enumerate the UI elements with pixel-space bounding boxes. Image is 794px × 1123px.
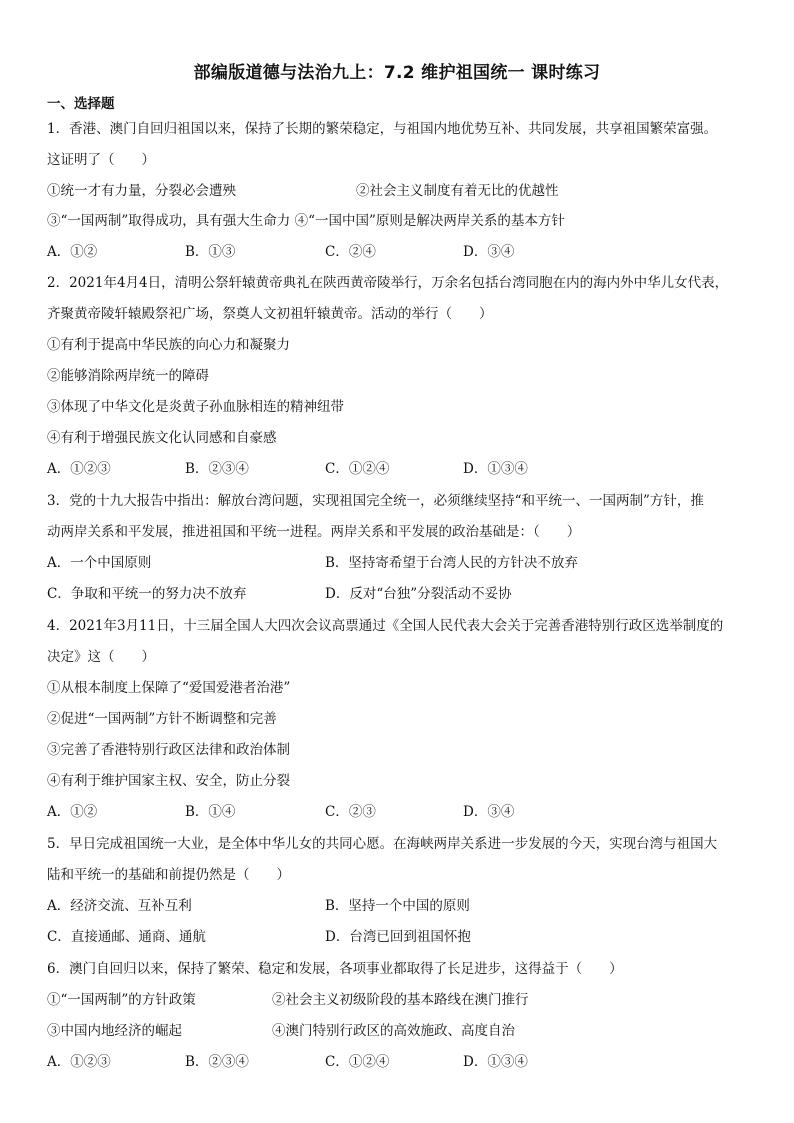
question-1-option-b: B．①③ [185,244,236,260]
question-1-stem-line-2: 这证明了（ ） [47,152,155,168]
question-6-statement-3: ③中国内地经济的崛起 [47,1023,182,1039]
question-6-option-a: A．①②③ [47,1054,111,1070]
question-5-option-b: B．坚持一个中国的原则 [325,898,470,914]
question-1-statement-1: ①统一才有力量，分裂必会遭殃 [47,183,236,199]
question-6-statement-2: ②社会主义初级阶段的基本路线在澳门推行 [272,992,529,1008]
question-3-option-a: A．一个中国原则 [47,555,152,571]
question-5-option-a: A．经济交流、互补互利 [47,898,192,914]
question-2-stem-line-2: 齐聚黄帝陵轩辕殿祭祀广场，祭奠人文初祖轩辕黄帝。活动的举行（ ） [47,306,493,322]
question-4-statement-3: ③完善了香港特别行政区法律和政治体制 [47,742,290,758]
question-2-statement-3: ③体现了中华文化是炎黄子孙血脉相连的精神纽带 [47,399,344,415]
question-4-statement-1: ①从根本制度上保障了“爱国爱港者治港” [47,680,291,696]
question-4-option-a: A．①② [47,804,98,820]
question-5-option-d: D．台湾已回到祖国怀抱 [325,929,471,945]
question-2-statement-4: ④有利于增强民族文化认同感和自豪感 [47,430,277,446]
question-4-statement-2: ②促进“一国两制”方针不断调整和完善 [47,711,277,727]
question-1-statement-3-4: ③“一国两制”取得成功，具有强大生命力 ④“一国中国”原则是解决两岸关系的基本方针 [47,213,565,229]
question-6-stem-line-1: 6．澳门自回归以来，保持了繁荣、稳定和发展，各项事业都取得了长足进步，这得益于（ ） [47,961,623,977]
question-3-option-b: B．坚持寄希望于台湾人民的方针决不放弃 [325,555,578,571]
question-5-stem-line-1: 5．早日完成祖国统一大业，是全体中华儿女的共同心愿。在海峡两岸关系进一步发展的今天，实现台湾与祖国大 [47,836,718,852]
question-4-statement-4: ④有利于维护国家主权、安全，防止分裂 [47,773,290,789]
question-4-option-c: C．②③ [325,804,376,820]
question-1-stem-line-1: 1．香港、澳门自回归祖国以来，保持了长期的繁荣稳定，与祖国内地优势互补、共同发展，共享祖国繁荣富强。 [47,121,718,137]
question-1-option-c: C．②④ [325,244,376,260]
page-title: 部编版道德与法治九上：7.2 维护祖国统一 课时练习 [193,63,601,83]
question-6-statement-4: ④澳门特别行政区的高效施政、高度自治 [272,1023,515,1039]
question-1-option-d: D．③④ [463,244,515,260]
question-6-option-d: D．①③④ [463,1054,528,1070]
question-1-option-a: A．①② [47,244,98,260]
question-4-option-d: D．③④ [463,804,515,820]
question-4-option-b: B．①④ [185,804,236,820]
question-2-stem-line-1: 2．2021年4月4日，清明公祭轩辕黄帝典礼在陕西黄帝陵举行，万余名包括台湾同胞在内的海内外中华儿女代表， [47,275,729,291]
question-2-statement-2: ②能够消除两岸统一的障碍 [47,368,209,384]
question-3-option-c: C．争取和平统一的努力决不放弃 [47,586,247,602]
question-2-option-c: C．①②④ [325,461,390,477]
question-5-option-c: C．直接通邮、通商、通航 [47,929,206,945]
question-2-option-d: D．①③④ [463,461,528,477]
question-2-option-a: A．①②③ [47,461,111,477]
question-2-statement-1: ①有利于提高中华民族的向心力和凝聚力 [47,337,290,353]
question-3-stem-line-1: 3．党的十九大报告中指出：解放台湾问题，实现祖国完全统一，必须继续坚持“和平统一、一国两制”方针，推 [47,493,704,509]
question-4-stem-line-1: 4．2021年3月11日，十三届全国人大四次会议高票通过《全国人民代表大会关于完善香港特别行政区选举制度的 [47,618,724,634]
question-1-statement-2: ②社会主义制度有着无比的优越性 [356,183,559,199]
question-3-stem-line-2: 动两岸关系和平发展，推进祖国和平统一进程。两岸关系和平发展的政治基础是：（ ） [47,524,581,540]
question-6-option-b: B．②③④ [185,1054,249,1070]
section-heading: 一、选择题 [47,96,115,112]
question-6-statement-1: ①“一国两制”的方针政策 [47,992,196,1008]
question-6-option-c: C．①②④ [325,1054,390,1070]
question-5-stem-line-2: 陆和平统一的基础和前提仍然是（ ） [47,867,290,883]
question-4-stem-line-2: 决定》这（ ） [47,649,155,665]
question-2-option-b: B．②③④ [185,461,249,477]
question-3-option-d: D．反对“台独”分裂活动不妥协 [325,586,512,602]
